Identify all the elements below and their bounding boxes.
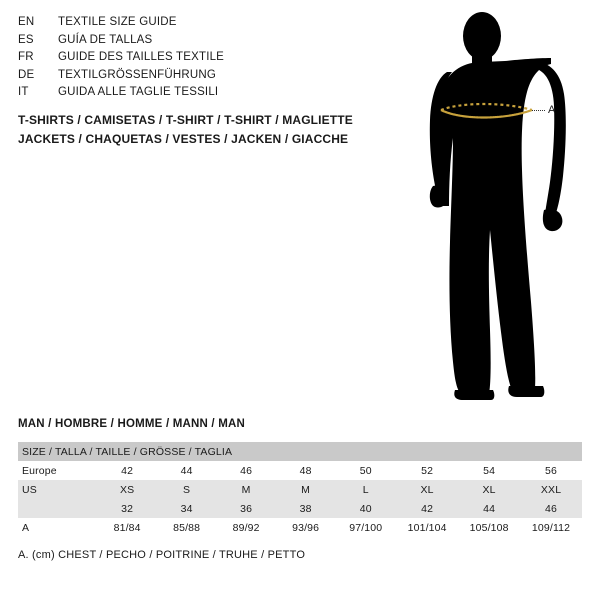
table-cell: XS [97,480,157,499]
language-row [18,49,358,67]
table-cell: M [276,480,336,499]
table-cell: 48 [276,461,336,480]
silhouette-shape [430,12,566,400]
table-cell: 44 [458,499,520,518]
table-cell: L [335,480,396,499]
table-cell: 46 [216,461,276,480]
table-cell: 52 [396,461,458,480]
table-cell: M [216,480,276,499]
table-cell: 42 [97,461,157,480]
table-cell: 97/100 [335,518,396,537]
table-row [18,499,582,518]
footnote: A. (cm) CHEST / PECHO / POITRINE / TRUHE / PETTO [18,549,306,561]
row-label: Europe [18,461,97,480]
table-cell: 105/108 [458,518,520,537]
language-row [18,67,358,85]
language-text: GUÍA DE TALLAS [58,33,153,46]
measure-leader-line [532,110,545,112]
language-text: TEXTILE SIZE GUIDE [58,16,177,28]
table-cell: 50 [335,461,396,480]
language-text: GUIDA ALLE TAGLIE TESSILI [58,86,219,98]
table-row [18,480,582,499]
row-label: A [18,518,97,537]
table-cell: 56 [520,461,582,480]
chest-measure-label: A [548,104,556,116]
language-row [18,14,358,32]
table-cell: XL [458,480,520,499]
table-cell: XXL [520,480,582,499]
table-title: MAN / HOMBRE / HOMME / MANN / MAN [18,418,246,430]
language-list [18,14,358,102]
size-table [18,442,582,537]
category-tshirts: T-SHIRTS / CAMISETAS / T-SHIRT / T-SHIRT / MAGLIETTE [18,113,353,127]
table-row [18,461,582,480]
table-cell: 34 [157,499,217,518]
table-cell: 109/112 [520,518,582,537]
male-silhouette-figure [405,10,595,400]
table-cell: 36 [216,499,276,518]
language-code: DE [18,68,35,81]
table-cell: 32 [97,499,157,518]
language-row [18,84,358,102]
row-label: US [18,480,97,499]
language-code: FR [18,51,34,63]
category-list [18,111,418,148]
table-cell: 42 [396,499,458,518]
table-header-row [18,442,582,461]
table-cell: 54 [458,461,520,480]
row-label [18,499,97,518]
category-jackets: JACKETS / CHAQUETAS / VESTES / JACKEN / GIACCHE [18,131,349,146]
table-cell: 44 [157,461,217,480]
table-cell: S [157,480,217,499]
language-text: TEXTILGRÖSSENFÜHRUNG [58,68,216,81]
table-header-label: SIZE / TALLA / TAILLE / GRÖSSE / TAGLIA [18,442,582,461]
language-code: ES [18,33,34,46]
table-cell: 46 [520,499,582,518]
table-cell: XL [396,480,458,499]
language-row [18,32,358,50]
table-cell: 101/104 [396,518,458,537]
table-cell: 38 [276,499,336,518]
table-row [18,518,582,537]
table-cell: 89/92 [216,518,276,537]
table-cell: 85/88 [157,518,217,537]
language-text: GUIDE DES TAILLES TEXTILE [58,51,225,63]
table-cell: 40 [335,499,396,518]
language-code: IT [18,86,29,98]
table-cell: 93/96 [276,518,336,537]
table-cell: 81/84 [97,518,157,537]
language-code: EN [18,16,35,28]
